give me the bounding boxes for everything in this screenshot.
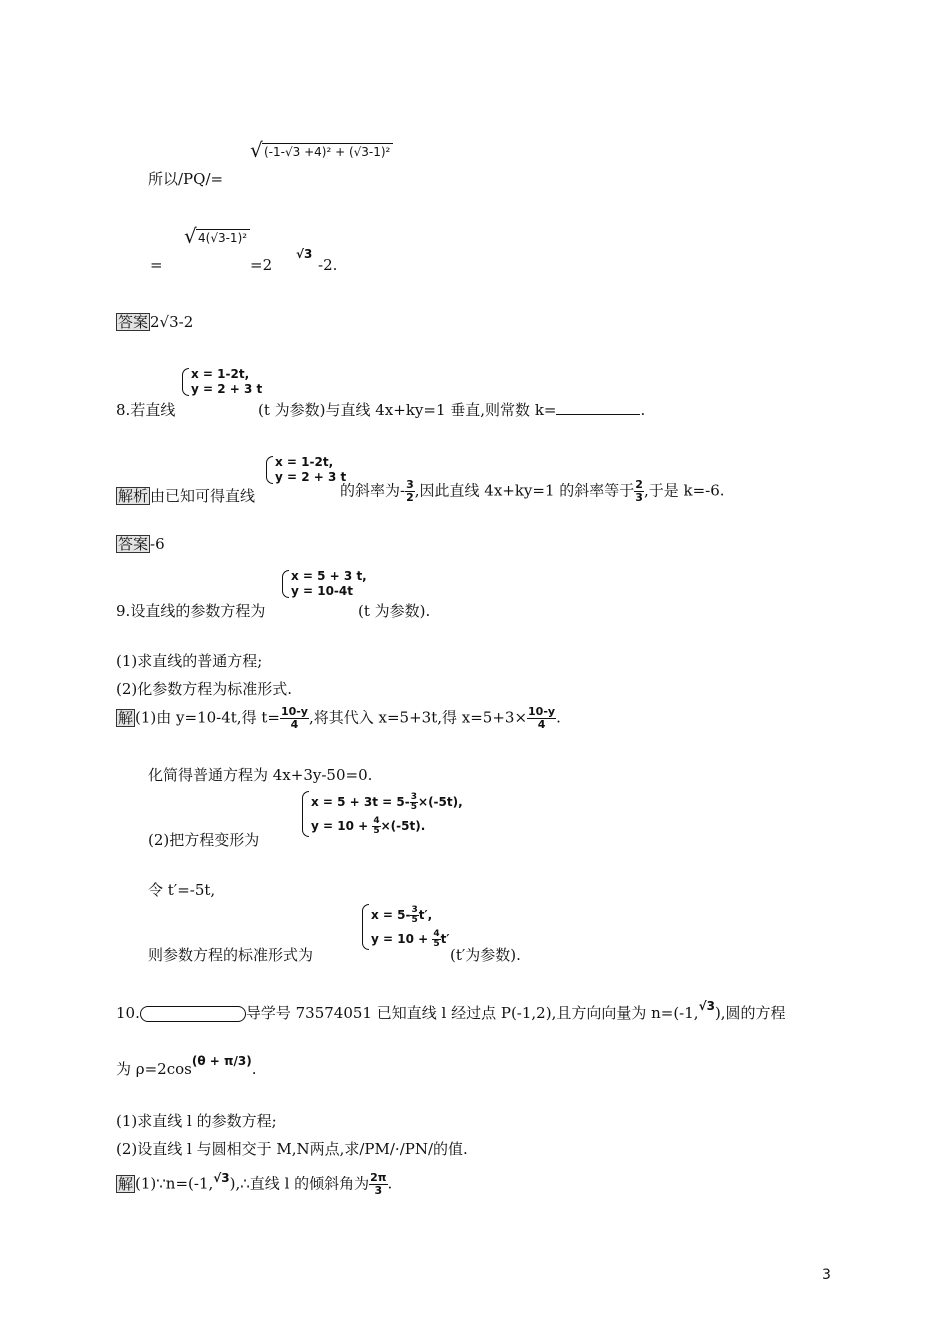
pq-sqrt: √ (-1-√3 +4)² + (√3-1)²: [250, 143, 393, 159]
pq-result-tail: =2: [250, 256, 273, 274]
q9-sys-row1: x = 5 + 3 t,: [291, 569, 367, 583]
q9-system: [282, 569, 367, 599]
sol8-pre: 由已知可得直线: [150, 487, 256, 505]
sol9-line1-b: ,将其代入 x=5+3t,得 x=5+3×: [308, 708, 528, 727]
sol8-line-a: [116, 485, 255, 506]
q9-end: (t 为参数).: [358, 602, 431, 620]
sol9-system3: x = 5 + 3t = 5- $\frac{3}{5}$ ×(-5t), y = 10 + $\frac{4}{5}$ ×(-5t).: [302, 790, 463, 838]
sol10-root3: √3: [213, 1170, 230, 1185]
q8-pre: 若直线: [130, 401, 176, 419]
answer-tag: 答案: [118, 313, 149, 331]
guide-number-box: [140, 1006, 246, 1022]
q8-rest: [258, 399, 645, 420]
q9-line: [116, 600, 265, 621]
q10-root3: √3: [698, 999, 715, 1013]
pq-result-root3: √3: [296, 247, 313, 261]
answer8: [116, 535, 165, 553]
sol9-frac-x: $\frac{10-y}{4}$: [528, 705, 556, 731]
q9-sys-row2: y = 10-4t: [291, 584, 353, 598]
pq-label: 所以/PQ/=: [148, 170, 224, 188]
q8-line: [116, 399, 175, 420]
pq-result-radicand: 4(√3-1)²: [196, 229, 250, 245]
q9-pre: 设直线的参数方程为: [130, 602, 266, 620]
sol9-line5: 则参数方程的标准形式为: [148, 946, 314, 964]
sol9-line3: (2)把方程变形为: [148, 831, 260, 849]
page-number: 3: [822, 1267, 831, 1283]
sol10-text-a: (1)∵n=(-1,: [135, 1174, 214, 1193]
pq-radicand: (-1-√3 +4)² + (√3-1)²: [262, 143, 393, 159]
q10-line2-arg: (θ + π/3): [191, 1054, 252, 1068]
sol9-line2: 化简得普通方程为 4x+3y-50=0.: [148, 766, 373, 784]
q10-line2-pre: 为 ρ=2cos: [116, 1060, 192, 1078]
q8-sys-row2: y = 2 + 3 t: [191, 382, 263, 396]
sol8-system: [266, 455, 346, 485]
sol9-line4: 令 t′=-5t,: [148, 881, 216, 899]
answer8-value: -6: [150, 535, 165, 553]
sol9-system5: x = 5- $\frac{3}{5}$ t′, y = 10 + $\frac{4}{5}$ t′: [362, 903, 450, 951]
sol10-text-b: ),∴直线 l 的倾斜角为: [229, 1174, 370, 1193]
solution-tag: 解: [118, 708, 134, 727]
sol9-line1: 解 (1)由 y=10-4t,得 t= $\frac{10-y}{4}$ ,将其代入 x=5+3t,得 x=5+3× $\frac{10-y}{4}$ .: [118, 705, 561, 731]
sol8-frac1: $\frac{3}{2}$: [406, 478, 414, 504]
pq-eq: =: [150, 256, 163, 274]
sol8-slope-text: 的斜率为-: [340, 481, 406, 500]
sol8-line-b: [340, 479, 725, 504]
q10-part1: (1)求直线 l 的参数方程;: [116, 1112, 277, 1130]
pq-result-sqrt: √ 4(√3-1)²: [184, 229, 250, 245]
sol10-frac: $\frac{2\pi}{3}$: [370, 1171, 387, 1197]
q10-text-a: 导学号 73574051 已知直线 l 经过点 P(-1,2),且方向向量为 n=(-1,: [245, 1004, 699, 1022]
sol10-line: 解 (1)∵n=(-1,$^{√3}$),∴直线 l 的倾斜角为 $\frac{2\pi}{3}$ .: [118, 1170, 393, 1197]
sol8-frac2: $\frac{2}{3}$: [635, 478, 643, 504]
q8-system: [182, 367, 262, 397]
sol9-frac-t: $\frac{10-y}{4}$: [280, 705, 308, 731]
q10-part2: (2)设直线 l 与圆相交于 M,N两点,求/PM/·/PN/的值.: [116, 1140, 468, 1158]
sol8-sys-row2: y = 2 + 3 t: [275, 470, 347, 484]
solution-tag: 解: [118, 1174, 134, 1193]
q10-line2: 为 $\rho=2\cos^{(\theta + \pi/3)}$.: [116, 1054, 257, 1078]
answer-tag: 答案: [118, 535, 149, 553]
q9-part1: (1)求直线的普通方程;: [116, 652, 263, 670]
sol8-mid: ,因此直线 4x+ky=1 的斜率等于: [414, 481, 635, 500]
q9-part2: (2)化参数方程为标准形式.: [116, 680, 293, 698]
answer7: [116, 313, 193, 331]
pq-result-end: -2.: [318, 256, 338, 274]
q8-number: 8.: [116, 401, 131, 419]
q8-sys-row1: x = 1-2t,: [191, 367, 250, 381]
q8-end: .: [640, 401, 646, 419]
sol9-line5-end: (t′为参数).: [450, 946, 521, 964]
sol9-line1-a: (1)由 y=10-4t,得 t=: [135, 708, 280, 727]
sol8-sys-row1: x = 1-2t,: [275, 455, 334, 469]
sol8-end: ,于是 k=-6.: [643, 481, 725, 500]
answer7-value: 2√3-2: [150, 313, 194, 331]
q9-number: 9.: [116, 602, 131, 620]
q8-mid: (t 为参数)与直线 4x+ky=1 垂直,则常数 k=: [258, 401, 557, 419]
q10-line1: [116, 999, 786, 1023]
q8-answer-blank[interactable]: [556, 400, 640, 415]
analysis-tag: 解析: [118, 487, 149, 505]
q10-text-b: ),圆的方程: [714, 1004, 786, 1022]
q10-number: 10.: [116, 1004, 140, 1022]
